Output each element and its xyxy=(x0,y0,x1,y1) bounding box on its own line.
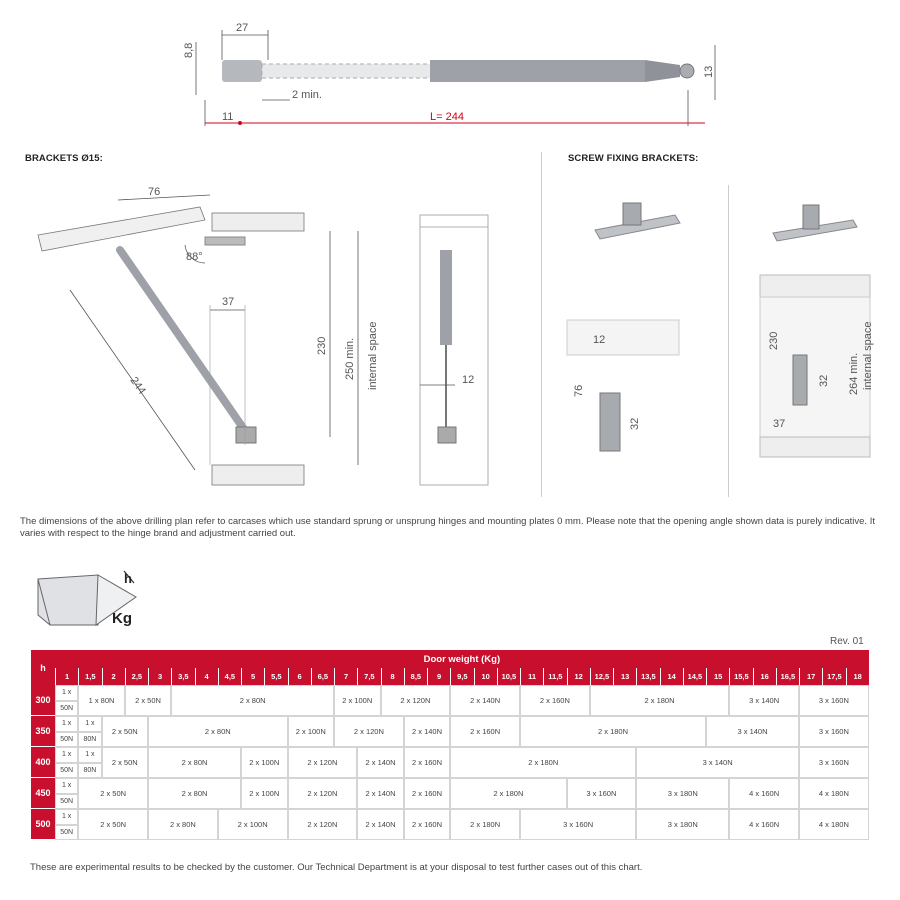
cell-count: 1 x xyxy=(78,747,101,763)
cell-config: 2 x 80N xyxy=(148,778,241,809)
right-dim-264: 264 min. xyxy=(848,352,860,395)
door-weight-icon xyxy=(36,567,146,632)
cell-count: 1 x xyxy=(55,716,78,732)
cell-config: 2 x 100N xyxy=(241,778,288,809)
dim-37: 37 xyxy=(222,296,235,308)
cell-config: 4 x 160N xyxy=(729,809,799,840)
brackets-drawing xyxy=(0,165,540,505)
dim-8-8: 8,8 xyxy=(183,42,195,58)
drilling-note: The dimensions of the above drilling plan refer to carcases which use standard sprung or unsprung hinges and mounting plates 0 mm. Please note that the opening angle shown data is purely indicative. It varies with respect to the hinge brand and adjustment carried out. xyxy=(20,516,875,539)
icon-h-label: h xyxy=(124,571,132,586)
cell-config: 2 x 100N xyxy=(334,685,381,716)
left-dim-12: 12 xyxy=(593,334,606,346)
dim-76: 76 xyxy=(148,186,161,198)
row-height-label: 500 xyxy=(31,809,55,840)
dim-244: 244 xyxy=(127,374,148,397)
dim-12-side: 12 xyxy=(462,374,475,386)
screw-brackets-drawing xyxy=(545,165,900,500)
cell-config: 2 x 160N xyxy=(520,685,590,716)
row-height-label: 400 xyxy=(31,747,55,778)
cell-config: 3 x 180N xyxy=(636,778,729,809)
cell-count: 1 x xyxy=(55,747,78,763)
weight-col-header: 15 xyxy=(706,668,729,685)
weight-col-header: 6 xyxy=(288,668,311,685)
weight-col-header: 13 xyxy=(613,668,636,685)
row-height-label: 350 xyxy=(31,716,55,747)
weight-col-header: 10 xyxy=(474,668,497,685)
cell-config: 2 x 50N xyxy=(102,747,149,778)
cell-config: 2 x 120N xyxy=(288,747,358,778)
cell-config: 3 x 160N xyxy=(799,685,869,716)
left-dim-76: 76 xyxy=(573,384,585,397)
screw-brackets-title: SCREW FIXING BRACKETS: xyxy=(568,153,699,164)
weight-col-header: 9 xyxy=(427,668,450,685)
internal-space-label: internal space xyxy=(367,321,379,390)
cell-force: 50N xyxy=(55,763,78,779)
cell-config: 2 x 100N xyxy=(241,747,288,778)
door-weight-header: Door weight (Kg) xyxy=(55,650,869,668)
cell-config: 2 x 160N xyxy=(404,778,451,809)
cell-force: 50N xyxy=(55,701,78,717)
brackets-title: BRACKETS Ø15: xyxy=(25,153,103,164)
cell-count: 1 x xyxy=(55,685,78,701)
cell-config: 2 x 120N xyxy=(288,778,358,809)
weight-col-header: 2 xyxy=(102,668,125,685)
cell-config: 3 x 160N xyxy=(520,809,636,840)
cell-config: 2 x 120N xyxy=(381,685,451,716)
cell-force: 50N xyxy=(55,732,78,748)
weight-col-header: 16 xyxy=(753,668,776,685)
cell-force: 50N xyxy=(55,794,78,810)
weight-col-header: 5 xyxy=(241,668,264,685)
weight-col-header: 4,5 xyxy=(218,668,241,685)
cell-config: 2 x 50N xyxy=(78,778,148,809)
weight-col-header: 17 xyxy=(799,668,822,685)
cell-force: 50N xyxy=(55,825,78,841)
cell-config: 2 x 120N xyxy=(334,716,404,747)
dim-11: 11 xyxy=(222,111,234,123)
spring-body xyxy=(120,250,248,435)
door-weight-table xyxy=(31,650,869,846)
cell-config: 2 x 180N xyxy=(590,685,730,716)
weight-col-header: 9,5 xyxy=(450,668,473,685)
rod-end xyxy=(222,60,262,82)
weight-col-header: 8 xyxy=(381,668,404,685)
cell-config: 2 x 80N xyxy=(171,685,334,716)
dim-13: 13 xyxy=(703,65,715,78)
weight-col-header: 16,5 xyxy=(776,668,799,685)
weight-col-header: 11,5 xyxy=(543,668,566,685)
weight-col-header: 10,5 xyxy=(497,668,520,685)
weight-col-header: 7 xyxy=(334,668,357,685)
cell-config: 4 x 180N xyxy=(799,809,869,840)
cell-count: 1 x xyxy=(55,809,78,825)
weight-col-header: 14,5 xyxy=(683,668,706,685)
cell-config: 2 x 100N xyxy=(288,716,335,747)
weight-col-header: 12,5 xyxy=(590,668,613,685)
cell-config: 2 x 80N xyxy=(148,747,241,778)
dim-2-min: 2 min. xyxy=(292,89,322,101)
cell-config: 2 x 180N xyxy=(520,716,706,747)
weight-col-header: 2,5 xyxy=(125,668,148,685)
cell-config: 4 x 180N xyxy=(799,778,869,809)
right-dim-230: 230 xyxy=(768,331,780,350)
cell-config: 3 x 140N xyxy=(729,685,799,716)
weight-col-header: 11 xyxy=(520,668,543,685)
cell-config: 3 x 160N xyxy=(799,747,869,778)
row-height-label: 300 xyxy=(31,685,55,716)
cell-config: 3 x 180N xyxy=(636,809,729,840)
cell-force: 80N xyxy=(78,732,101,748)
revision-label: Rev. 01 xyxy=(830,636,864,647)
gas-spring-drawing xyxy=(0,0,900,135)
weight-col-header: 12 xyxy=(567,668,590,685)
cell-config: 4 x 160N xyxy=(729,778,799,809)
cell-config: 2 x 160N xyxy=(404,747,451,778)
cell-config: 2 x 50N xyxy=(78,809,148,840)
cell-config: 2 x 140N xyxy=(357,809,404,840)
weight-col-header: 17,5 xyxy=(822,668,845,685)
row-height-label: 450 xyxy=(31,778,55,809)
cell-config: 3 x 140N xyxy=(636,747,799,778)
cell-config: 3 x 160N xyxy=(567,778,637,809)
weight-col-header: 5,5 xyxy=(264,668,287,685)
right-dim-37: 37 xyxy=(773,418,786,430)
cell-config: 1 x 80N xyxy=(78,685,125,716)
cell-config: 2 x 100N xyxy=(218,809,288,840)
weight-col-header: 7,5 xyxy=(357,668,380,685)
cell-config: 2 x 50N xyxy=(102,716,149,747)
weight-col-header: 6,5 xyxy=(311,668,334,685)
weight-col-header: 1,5 xyxy=(78,668,101,685)
weight-col-header: 8,5 xyxy=(404,668,427,685)
section-divider xyxy=(541,152,542,497)
weight-col-header: 3 xyxy=(148,668,171,685)
dim-length: L= 244 xyxy=(430,111,464,123)
cell-config: 2 x 140N xyxy=(404,716,451,747)
dim-88-deg: 88° xyxy=(186,251,203,263)
cell-config: 2 x 120N xyxy=(288,809,358,840)
cell-force: 80N xyxy=(78,763,101,779)
icon-kg-label: Kg xyxy=(112,610,132,627)
piston-rod xyxy=(262,64,432,78)
weight-col-header: 13,5 xyxy=(636,668,659,685)
cell-config: 2 x 140N xyxy=(357,747,404,778)
weight-col-header: 14 xyxy=(660,668,683,685)
weight-col-header: 4 xyxy=(195,668,218,685)
dim-250: 250 min. xyxy=(344,337,356,380)
weight-col-header: 1 xyxy=(55,668,78,685)
weight-col-header: 3,5 xyxy=(171,668,194,685)
dim-27: 27 xyxy=(236,22,249,34)
cell-config: 2 x 160N xyxy=(450,716,520,747)
cell-config: 2 x 180N xyxy=(450,778,566,809)
weight-col-header: 15,5 xyxy=(729,668,752,685)
cell-config: 2 x 80N xyxy=(148,809,218,840)
cell-count: 1 x xyxy=(78,716,101,732)
cell-config: 3 x 140N xyxy=(706,716,799,747)
cell-config: 2 x 80N xyxy=(148,716,288,747)
cell-config: 2 x 160N xyxy=(404,809,451,840)
right-internal-label: internal space xyxy=(862,321,874,390)
cell-config: 2 x 180N xyxy=(450,747,636,778)
dim-230: 230 xyxy=(316,336,328,355)
left-dim-32: 32 xyxy=(629,417,641,430)
cell-config: 2 x 140N xyxy=(450,685,520,716)
weight-col-header: 18 xyxy=(846,668,869,685)
experimental-note: These are experimental results to be checked by the customer. Our Technical Department is at your disposal to test further cases out of this chart. xyxy=(30,862,643,873)
cell-config: 2 x 50N xyxy=(125,685,172,716)
cell-config: 2 x 180N xyxy=(450,809,520,840)
cell-config: 2 x 140N xyxy=(357,778,404,809)
cell-count: 1 x xyxy=(55,778,78,794)
cell-config: 3 x 160N xyxy=(799,716,869,747)
right-dim-32: 32 xyxy=(818,374,830,387)
table-corner-h: h xyxy=(31,650,55,685)
cylinder xyxy=(430,60,645,82)
